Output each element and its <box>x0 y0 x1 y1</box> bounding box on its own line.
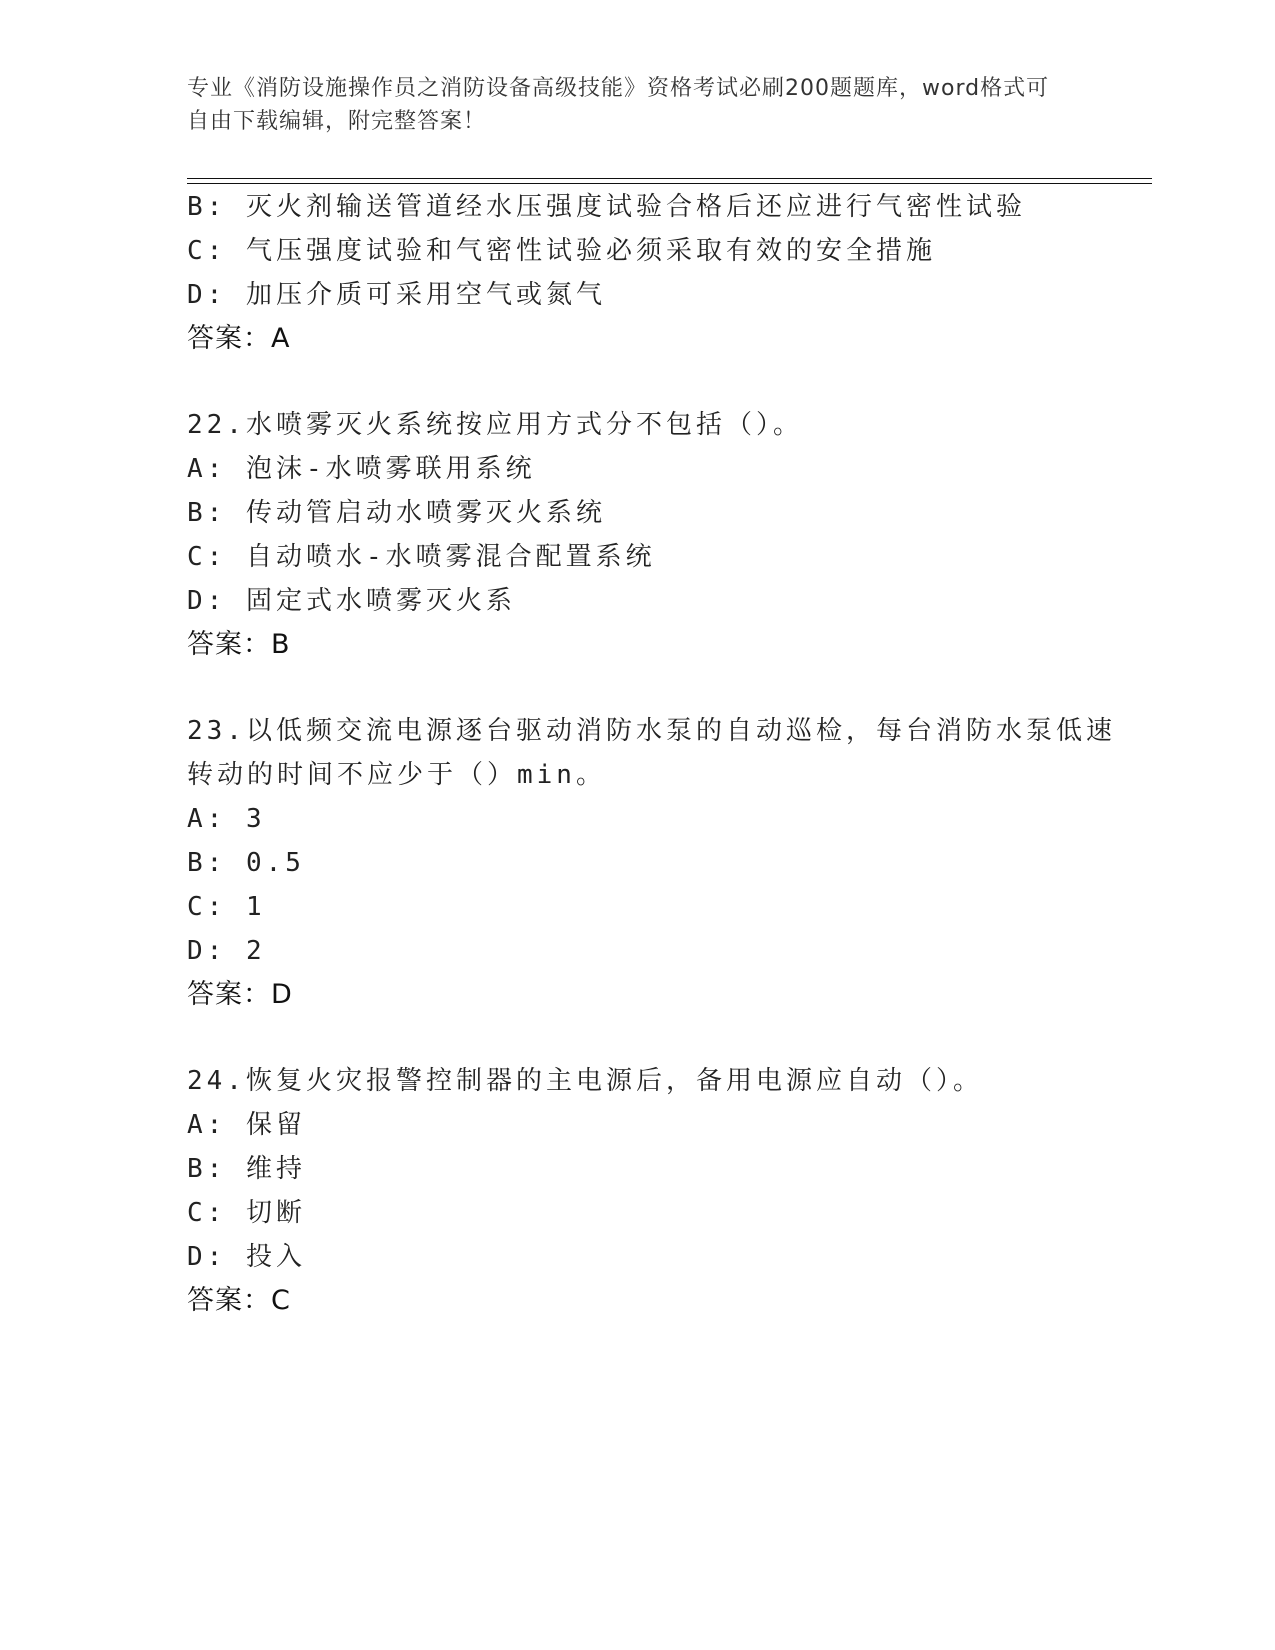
q22-option-a: A: 泡沫-水喷雾联用系统 <box>187 454 536 484</box>
header-divider-bottom <box>187 183 1152 184</box>
q24-option-d: D: 投入 <box>187 1242 306 1272</box>
q22-option-c: C: 自动喷水-水喷雾混合配置系统 <box>187 542 656 572</box>
q23-answer: 答案：D <box>187 979 293 1010</box>
q23-question-line1: 23.以低频交流电源逐台驱动消防水泵的自动巡检，每台消防水泵低速 <box>187 716 1116 746</box>
q24-question: 24.恢复火灾报警控制器的主电源后，备用电源应自动（）。 <box>187 1066 983 1096</box>
q22-option-d: D: 固定式水喷雾灭火系 <box>187 586 516 616</box>
q22-option-b: B: 传动管启动水喷雾灭火系统 <box>187 498 606 528</box>
q21-option-b: B: 灭火剂输送管道经水压强度试验合格后还应进行气密性试验 <box>187 192 1026 222</box>
q22-answer: 答案：B <box>187 629 291 660</box>
q23-option-a: A: 3 <box>187 804 266 834</box>
q23-option-b: B: 0.5 <box>187 848 305 878</box>
q24-option-b: B: 维持 <box>187 1154 306 1184</box>
q21-option-c: C: 气压强度试验和气密性试验必须采取有效的安全措施 <box>187 236 936 266</box>
q24-option-c: C: 切断 <box>187 1198 306 1228</box>
q21-answer: 答案：A <box>187 323 291 354</box>
q23-option-c: C: 1 <box>187 892 266 922</box>
header-divider-top <box>187 178 1152 179</box>
q22-question: 22.水喷雾灭火系统按应用方式分不包括（）。 <box>187 410 803 440</box>
q23-question-line2: 转动的时间不应少于（）min。 <box>187 760 606 790</box>
q21-option-d: D: 加压介质可采用空气或氮气 <box>187 280 606 310</box>
q24-option-a: A: 保留 <box>187 1110 306 1140</box>
document-header: 专业《消防设施操作员之消防设备高级技能》资格考试必刷200题题库，word格式可自由下载编辑，附完整答案！ <box>187 76 1050 134</box>
q24-answer: 答案：C <box>187 1285 291 1316</box>
q23-option-d: D: 2 <box>187 936 266 966</box>
